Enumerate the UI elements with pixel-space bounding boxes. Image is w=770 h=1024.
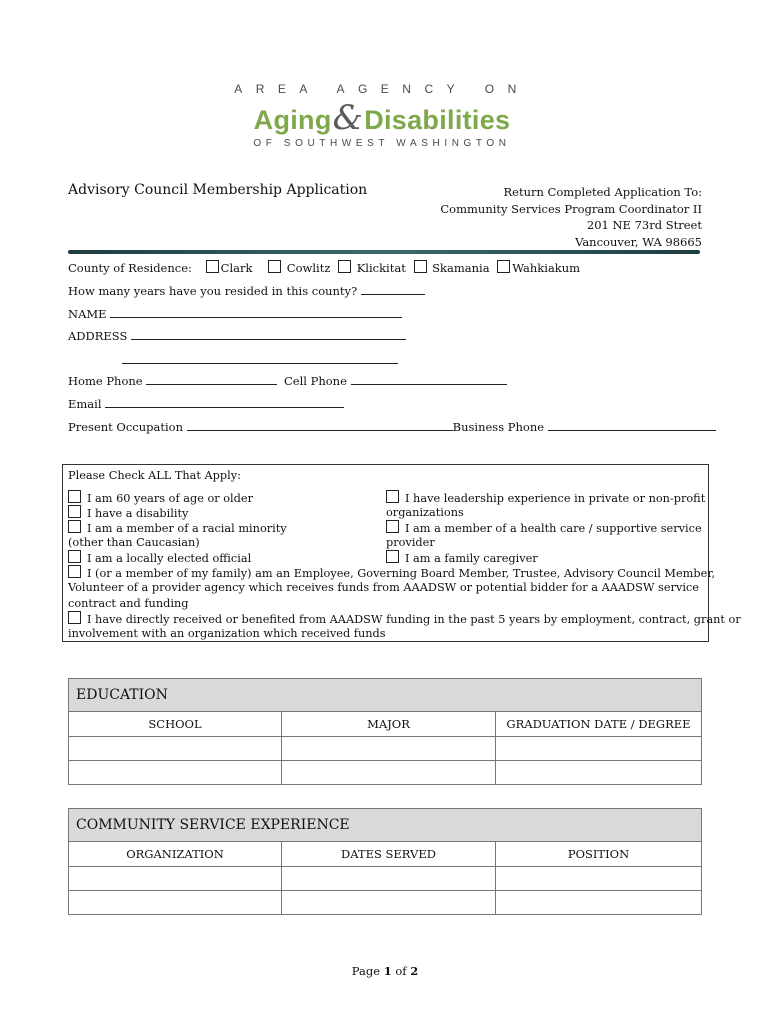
address-input-line-2[interactable]: [122, 353, 398, 364]
checkbox[interactable]: [68, 565, 81, 578]
check-racial-minority[interactable]: I am a member of a racial minority: [68, 520, 287, 536]
checkbox[interactable]: [338, 260, 351, 273]
table-row: [69, 737, 702, 761]
check-health-care-continued: provider: [386, 536, 435, 549]
table-cell[interactable]: [282, 867, 496, 891]
email-input-line[interactable]: [105, 397, 344, 408]
table-cell[interactable]: [496, 867, 702, 891]
county-row: [68, 260, 584, 275]
checklist-heading: Please Check ALL That Apply:: [68, 469, 241, 482]
check-provider-affiliation-line-3: contract and funding: [68, 597, 189, 610]
home-phone-label: Home Phone: [68, 374, 143, 388]
logo-word-aging: Aging: [253, 105, 332, 135]
logo-agency-line: AREA AGENCY ON: [234, 82, 530, 96]
logo-ampersand: &: [332, 98, 364, 138]
table-row: [69, 761, 702, 785]
table-cell[interactable]: [496, 761, 702, 785]
logo-main-wordmark: [222, 98, 542, 138]
table-cell[interactable]: [282, 761, 496, 785]
check-age-60[interactable]: I am 60 years of age or older: [68, 490, 253, 506]
check-leadership-continued: organizations: [386, 506, 464, 519]
table-cell[interactable]: [282, 737, 496, 761]
return-line-4: Vancouver, WA 98665: [575, 234, 702, 249]
column-header: POSITION: [496, 842, 702, 867]
name-label: NAME: [68, 307, 107, 321]
phone-row: [68, 374, 277, 388]
table-cell[interactable]: [496, 891, 702, 915]
cell-phone-input-line[interactable]: [351, 374, 507, 385]
county-option-skamania[interactable]: Skamania: [414, 260, 490, 275]
table-row: [69, 891, 702, 915]
table-row: [69, 867, 702, 891]
check-family-caregiver[interactable]: I am a family caregiver: [386, 550, 538, 566]
address-input-line-1[interactable]: [131, 329, 406, 340]
years-row: [68, 284, 425, 298]
county-option-wahkiakum[interactable]: Wahkiakum: [497, 260, 580, 275]
table-cell[interactable]: [282, 891, 496, 915]
home-phone-input-line[interactable]: [146, 374, 277, 385]
column-header: SCHOOL: [69, 712, 282, 737]
checkbox[interactable]: [68, 520, 81, 533]
checkbox[interactable]: [268, 260, 281, 273]
checkbox[interactable]: [68, 550, 81, 563]
column-header: MAJOR: [282, 712, 496, 737]
checkbox[interactable]: [386, 520, 399, 533]
education-table: [68, 711, 702, 785]
years-label: How many years have you resided in this county?: [68, 284, 358, 298]
check-health-care-member[interactable]: I am a member of a health care / supportive service: [386, 520, 702, 536]
checkbox[interactable]: [497, 260, 510, 273]
table-cell[interactable]: [69, 867, 282, 891]
address-row: [68, 329, 406, 343]
checkbox[interactable]: [386, 490, 399, 503]
community-section-header: COMMUNITY SERVICE EXPERIENCE: [68, 808, 702, 842]
table-header-row: [69, 712, 702, 737]
business-phone-input-line[interactable]: [548, 420, 716, 431]
table-cell[interactable]: [69, 737, 282, 761]
county-option-clark[interactable]: Clark: [206, 260, 253, 275]
check-disability[interactable]: I have a disability: [68, 505, 188, 521]
table-cell[interactable]: [69, 891, 282, 915]
header-divider: [68, 250, 700, 254]
county-option-cowlitz[interactable]: Cowlitz: [268, 260, 330, 275]
check-provider-affiliation-line-2: Volunteer of a provider agency which receives funds from AAADSW or potential bidder for a AAADSW service: [68, 581, 699, 594]
page-title: Advisory Council Membership Application: [68, 182, 368, 198]
checkbox[interactable]: [414, 260, 427, 273]
occupation-input-line[interactable]: [187, 420, 453, 431]
table-cell[interactable]: [69, 761, 282, 785]
check-received-funding[interactable]: I have directly received or benefited from AAADSW funding in the past 5 years by employment, contract, grant or: [68, 611, 741, 627]
cell-phone-label: Cell Phone: [284, 374, 347, 388]
logo-word-disabilities: Disabilities: [364, 105, 511, 135]
column-header: GRADUATION DATE / DEGREE: [496, 712, 702, 737]
checkbox[interactable]: [206, 260, 219, 273]
address-label: ADDRESS: [68, 329, 128, 343]
occupation-row: [68, 420, 716, 434]
table-header-row: [69, 842, 702, 867]
name-input-line[interactable]: [110, 307, 402, 318]
check-leadership[interactable]: I have leadership experience in private or non-profit: [386, 490, 705, 506]
table-cell[interactable]: [496, 737, 702, 761]
page-number: Page 1 of 2: [351, 964, 419, 978]
county-option-klickitat[interactable]: Klickitat: [338, 260, 406, 275]
email-label: Email: [68, 397, 102, 411]
return-line-1: Return Completed Application To:: [503, 185, 702, 199]
cell-phone-group: [284, 374, 507, 388]
check-received-funding-line-2: involvement with an organization which received funds: [68, 627, 386, 640]
business-phone-label: Business Phone: [452, 420, 545, 434]
name-row: [68, 307, 402, 321]
years-input-line[interactable]: [361, 284, 425, 295]
return-line-3: 201 NE 73rd Street: [586, 218, 702, 232]
occupation-label: Present Occupation: [68, 420, 183, 434]
check-elected-official[interactable]: I am a locally elected official: [68, 550, 251, 566]
column-header: DATES SERVED: [282, 842, 496, 867]
return-line-2: Community Services Program Coordinator II: [440, 201, 702, 216]
checkbox[interactable]: [386, 550, 399, 563]
county-label: County of Residence:: [68, 261, 192, 275]
return-address: [440, 184, 702, 250]
check-racial-minority-note: (other than Caucasian): [68, 536, 200, 549]
checkbox[interactable]: [68, 611, 81, 624]
logo-region-line: OF SOUTHWEST WASHINGTON: [253, 138, 511, 149]
education-section-header: EDUCATION: [68, 678, 702, 712]
community-table: [68, 841, 702, 915]
column-header: ORGANIZATION: [69, 842, 282, 867]
check-provider-affiliation[interactable]: I (or a member of my family) am an Employee, Governing Board Member, Trustee, Advisory Council Member,: [68, 565, 715, 581]
email-row: [68, 397, 344, 411]
checkbox[interactable]: [68, 490, 81, 503]
checkbox[interactable]: [68, 505, 81, 518]
